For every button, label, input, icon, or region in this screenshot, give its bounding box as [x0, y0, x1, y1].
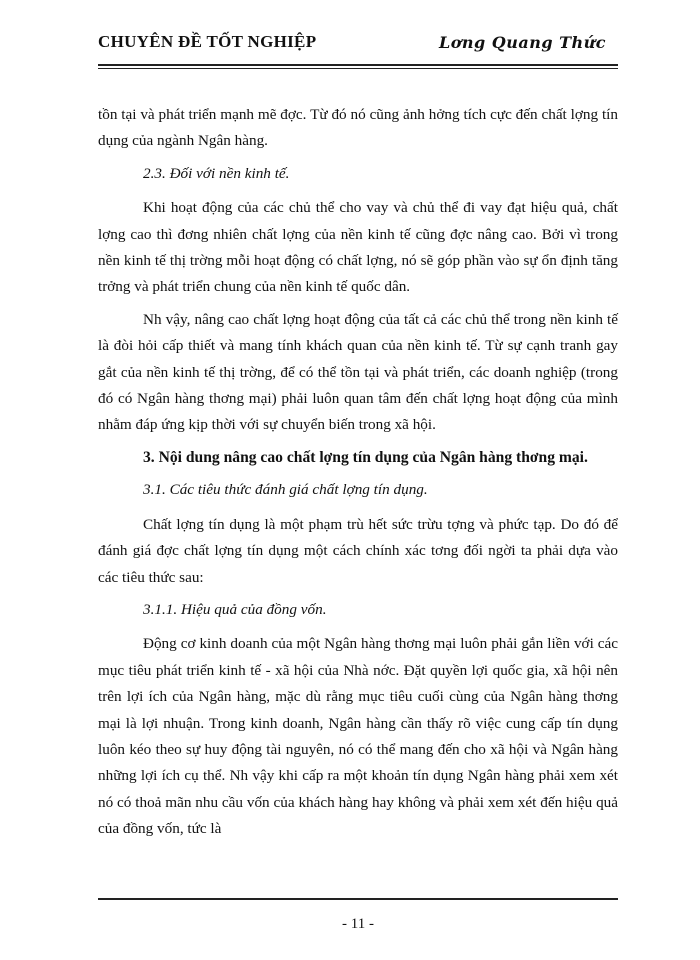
paragraph: Chất lợng tín dụng là một phạm trù hết sức trừu tợng và phức tạp. Do đó để đánh giá đợc chất lợng tín dụng một cách chính xác tơng đối ngời ta phải dựa vào các tiêu thức sau: [98, 515, 618, 586]
header-rule-thin [98, 68, 618, 69]
paragraph: Khi hoạt động của các chủ thể cho vay và chủ thể đi vay đạt hiệu quả, chất lợng cao thì đơng nhiên chất lợng của nền kinh tế cũng đợc nâng cao. Bởi vì trong nền kinh tế thị trờng mỗi hoạt động có chất lợng, nó sẽ góp phần vào sự ổn định tăng trởng và phát triển chung của nền kinh tế quốc dân. [98, 199, 618, 296]
header-author: Lơng Quang Thức [438, 32, 606, 52]
document-body [98, 102, 618, 849]
section-heading-2-3: 2.3. Đối với nền kinh tế. [143, 164, 290, 182]
page-header [98, 22, 618, 62]
paragraph: Động cơ kinh doanh của một Ngân hàng thơng mại luôn phải gắn liền với các mục tiêu phát triển kinh tế - xã hội của Nhà nớc. Đặt quyền lợi quốc gia, xã hội nên trên lợi ích của Ngân hàng, mặc dù rằng mục tiêu cuối cùng của Ngân hàng thơng mại là lợi nhuận. Trong kinh doanh, Ngân hàng cần thấy rõ việc cung cấp tín dụng luôn kéo theo sự huy động tài nguyên, nó có thể mang đến cho xã hội và Ngân hàng những lợi ích cụ thể. Nh vậy khi cấp ra một khoản tín dụng Ngân hàng phải xem xét nó có thoả mãn nhu cầu vốn của khách hàng hay không và phải xem xét đến hiệu quả của đồng vốn, tức là [98, 635, 618, 838]
header-title: CHUYÊN ĐỀ TỐT NGHIỆP [98, 32, 317, 51]
paragraph-continuation: tồn tại và phát triển mạnh mẽ đợc. Từ đó nó cũng ảnh hởng tích cực đến chất lợng tín dụng của ngành Ngân hàng. [98, 106, 618, 150]
header-rule [98, 64, 618, 66]
section-heading-3-1-1: 3.1.1. Hiệu quả của đồng vốn. [143, 600, 327, 618]
section-heading-3: 3. Nội dung nâng cao chất lợng tín dụng của Ngân hàng thơng mại. [143, 448, 588, 466]
footer-rule [98, 898, 618, 900]
section-heading-3-1: 3.1. Các tiêu thức đánh giá chất lợng tín dụng. [143, 481, 428, 499]
paragraph: Nh vậy, nâng cao chất lợng hoạt động của tất cả các chủ thể trong nền kinh tế là đòi hỏi cấp thiết và mang tính khách quan của nền kinh tế. Từ sự cạnh tranh gay gắt của nền kinh tế thị trờng, để có thể tồn tại và phát triển, các doanh nghiệp (trong đó có Ngân hàng thơng mại) phải luôn quan tâm đến chất lợng hoạt động của mình nhằm đáp ứng kịp thời với sự chuyển biến trong xã hội. [98, 310, 618, 434]
page-number: - 11 - [342, 916, 374, 932]
